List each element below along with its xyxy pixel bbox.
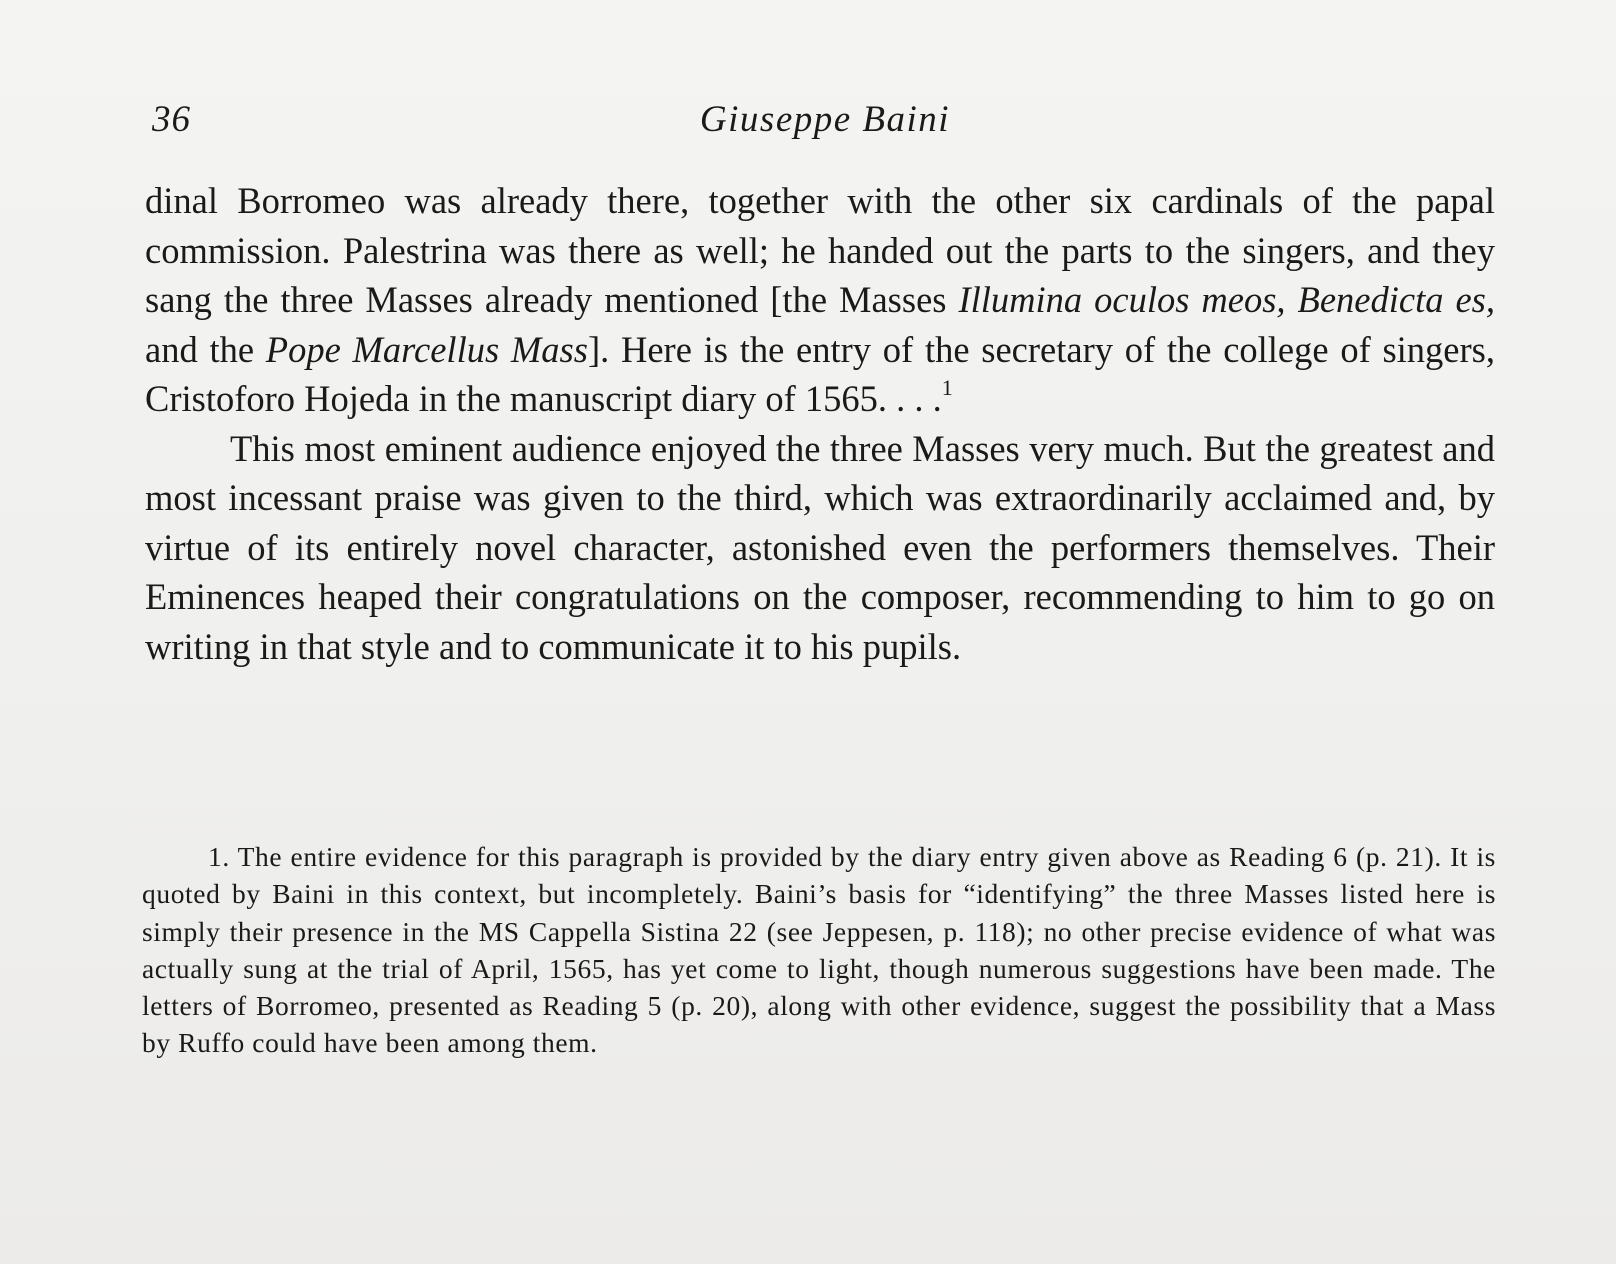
footnotes — [142, 838, 1496, 1062]
footnote-1-number: 1. — [208, 841, 230, 872]
main-text — [145, 176, 1495, 671]
page-number: 36 — [152, 99, 191, 140]
footnote-1-text: The entire evidence for this paragraph is provided by the diary entry given above as Reading 6 (p. 21). It is quoted by Baini in this context, but incompletely. Baini’s basis for “identifying” the three Masses listed here is simply their presence in the MS Cappella Sistina 22 (see Jeppesen, p. 118); no other precise evidence of what was actually sung at the trial of April, 1565, has yet come to light, though numerous suggestions have been made. The letters of Borromeo, presented as Reading 5 (p. 20), along with other evidence, suggest the possibility that a Mass by Ruffo could have been among them. — [142, 841, 1496, 1059]
pope-marcellus-mass-italic: Pope Marcellus Mass — [265, 328, 588, 370]
paragraph-1-text-c: ]. Here is the entry of the secretary of the college of singers, Cristoforo Hojeda in the manuscript diary of 1565. . . . — [145, 328, 1495, 419]
running-title: Giuseppe Baini — [699, 99, 951, 140]
running-header — [150, 98, 1500, 148]
paragraph-1 — [145, 176, 1495, 424]
paragraph-1-text-a: dinal Borromeo was already there, together with the other six cardinals of the papal commission. Palestrina was there as well; he handed out the parts to the singers, and they sang the three Masses already mentioned [the Masses — [145, 180, 1495, 320]
paragraph-1-text-b: and the — [145, 328, 266, 370]
footnote-1 — [142, 838, 1496, 1062]
footnote-reference: 1 — [941, 374, 953, 400]
paragraph-2: This most eminent audience enjoyed the three Masses very much. But the greatest and most incessant praise was given to the third, which was extraordinarily acclaimed and, by virtue of its entirely novel character, astonished even the performers themselves. Their Eminences heaped their congratulations on the composer, recommending to him to go on writing in that style and to communicate it to his pupils. — [145, 427, 1495, 667]
mass-titles-italic: Illumina oculos meos, Benedicta es, — [958, 279, 1495, 320]
